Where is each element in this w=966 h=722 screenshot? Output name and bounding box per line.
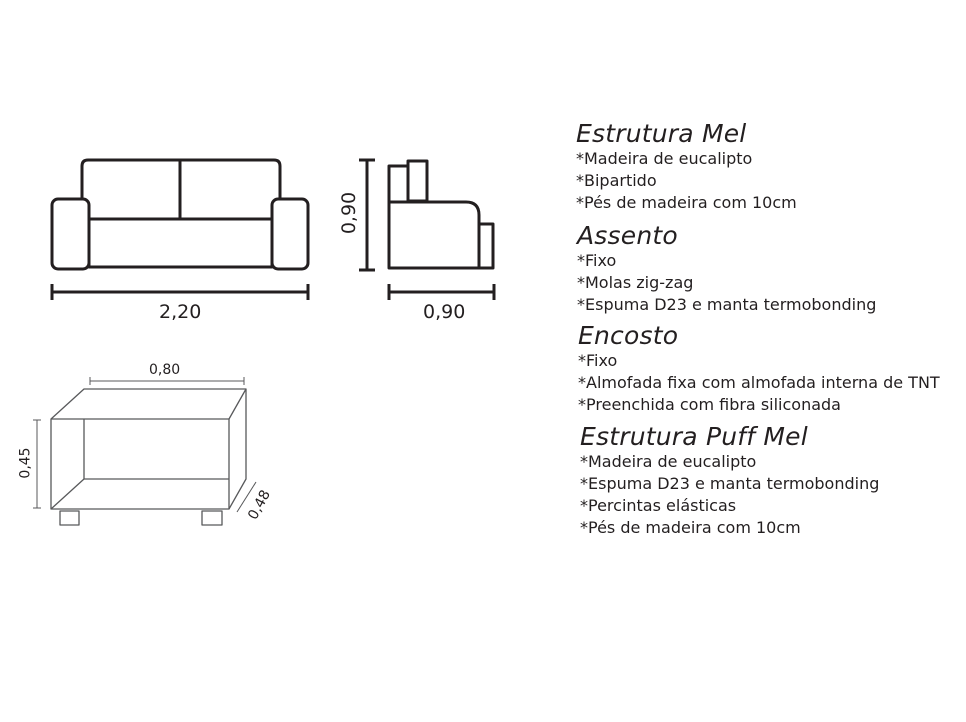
spec-item: *Bipartido [576, 171, 657, 190]
spec-item: *Espuma D23 e manta termobonding [580, 474, 880, 493]
sofa-side-view [389, 161, 493, 268]
puff-outline [51, 389, 246, 509]
sofa-width-label: 2,20 [159, 301, 202, 323]
spec-item: *Preenchida com fibra siliconada [578, 395, 841, 414]
spec-item: *Espuma D23 e manta termobonding [577, 295, 877, 314]
spec-item: *Pés de madeira com 10cm [580, 518, 801, 537]
side-back-cushion [408, 161, 427, 201]
side-height-label: 0,90 [338, 191, 361, 235]
spec-title: Estrutura Mel [576, 119, 747, 148]
spec-section-estrutura [576, 120, 797, 214]
side-height-dimension-line [359, 160, 375, 270]
side-front-panel [479, 224, 493, 268]
spec-item: *Madeira de eucalipto [580, 452, 757, 471]
spec-title: Encosto [578, 321, 679, 350]
sofa-front-view [52, 160, 308, 269]
spec-item: *Percintas elásticas [580, 496, 737, 515]
spec-item: *Madeira de eucalipto [576, 149, 753, 168]
side-seat-outline [389, 202, 479, 268]
puff-drawing [51, 389, 246, 525]
puff-dimension-lines [33, 377, 256, 512]
puff-right-foot [202, 511, 222, 525]
sofa-left-arm [52, 199, 89, 269]
spec-title: Assento [577, 221, 678, 250]
spec-section-assento [577, 222, 876, 316]
side-depth-dimension-line [389, 284, 494, 300]
spec-item: *Almofada fixa com almofada interna de TNT [578, 373, 940, 392]
spec-section-encosto [578, 322, 940, 416]
spec-section-puff [580, 423, 879, 539]
side-depth-label: 0,90 [423, 301, 466, 323]
side-backrest-outline [389, 166, 408, 268]
puff-height-label: 0,45 [17, 447, 34, 479]
spec-item: *Pés de madeira com 10cm [576, 193, 797, 212]
sofa-seat [89, 219, 272, 267]
puff-left-foot [60, 511, 79, 525]
spec-item: *Molas zig-zag [577, 273, 694, 292]
sofa-right-arm [272, 199, 308, 269]
sofa-width-dimension-line [52, 284, 308, 300]
spec-item: *Fixo [577, 251, 617, 270]
spec-title: Estrutura Puff Mel [580, 422, 808, 451]
puff-width-label: 0,80 [149, 362, 181, 378]
puff-depth-label: 0,48 [245, 487, 274, 523]
spec-item: *Fixo [578, 351, 618, 370]
